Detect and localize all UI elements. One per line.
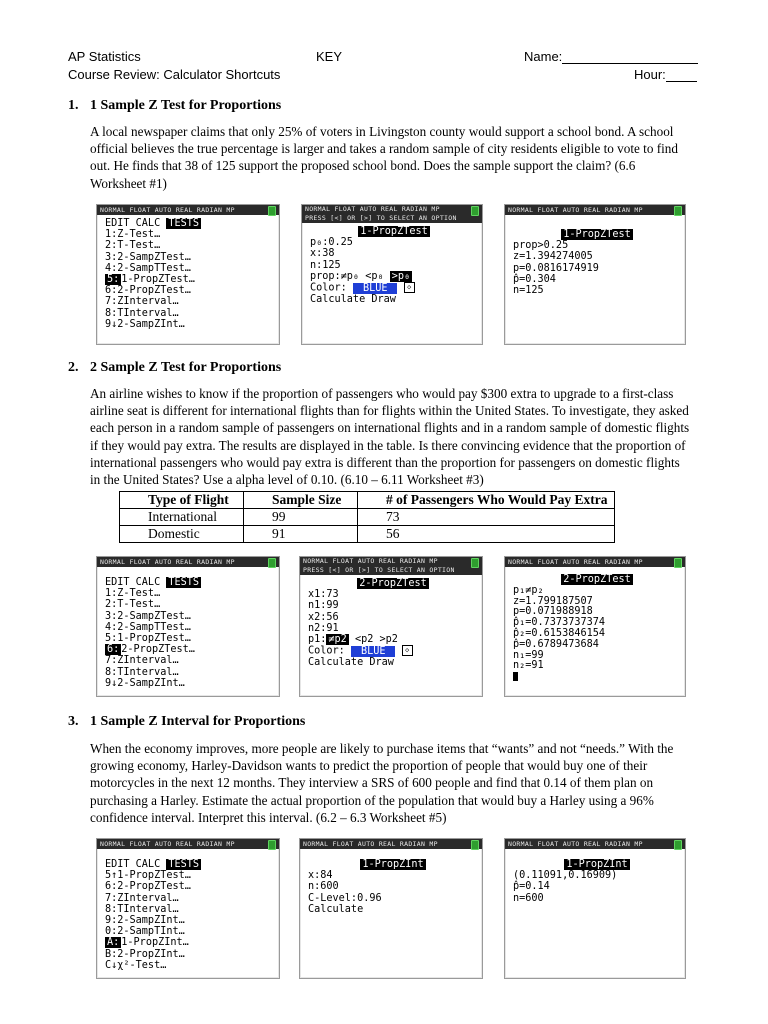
section-1-title (68, 98, 281, 114)
section-1-paragraph: A local newspaper claims that only 25% of voters in Livingston county would support a school bond. A school official believes the true percentage is larger and takes a random sample of city residents eligible to vote to find out. He finds that 38 of 125 support the proposed school bond. Does the sample support the claim? (6.6 Worksheet #1) (90, 124, 678, 191)
table-cell: International (120, 509, 244, 526)
section-3-heading: 1 Sample Z Interval for Proportions (90, 714, 306, 729)
calc-input-screen: 1-PropZTest p₀:0.25 x:38 n:125 prop:≠p₀ <p₀ >p₀ Color: BLUE ◇ Calculate Draw (310, 226, 428, 305)
battery-icon (674, 558, 682, 568)
calc-result-screen: 2-PropZTest p₁≠p₂ z=1.799187507 p=0.071988918 p̂₁=0.7373737374 p̂₂=0.6153846154 p̂=0.6789473684 n₁=99 n₂=91 (505, 567, 685, 683)
section-3-number: 3. (68, 714, 79, 729)
battery-icon (268, 558, 276, 568)
table-cell: 73 (358, 509, 615, 526)
hour-label: Hour: (634, 67, 666, 82)
calc-screen-1a (96, 204, 280, 345)
menu-selected-item: A: 1-PropZInt… (107, 937, 189, 949)
menu-header: EDIT CALC TESTS (105, 859, 200, 870)
battery-icon (471, 840, 479, 850)
menu-header: EDIT CALC TESTS (105, 577, 200, 588)
calc-screen-2a (96, 556, 280, 697)
text-cursor (513, 672, 518, 681)
calc-menu: EDIT CALC TESTS 5↑1-PropZTest… 6:2-PropZTest… 7:ZInterval… 8:TInterval… 9:2-SampZInt… 0:2-SampTInt… A: 1-PropZInt… B:2-PropZInt… C↓χ²-Test… (97, 849, 279, 971)
section-1-number: 1. (68, 98, 79, 113)
calc-status-bar: NORMAL FLOAT AUTO REAL RADIAN MP (97, 557, 279, 567)
calc-status-bar: NORMAL FLOAT AUTO REAL RADIAN MP PRESS [<] OR [>] TO SELECT AN OPTION (302, 205, 482, 223)
calc-status-bar: NORMAL FLOAT AUTO REAL RADIAN MP (505, 557, 685, 567)
section-2-title (68, 360, 281, 376)
hour-blank (666, 67, 697, 82)
calc-input-screen: 1-PropZInt x:84 n:600 C-Level:0.96 Calculate (308, 859, 424, 915)
course-title: AP Statistics (68, 49, 141, 64)
arrow-toggle-icon: ◇ (402, 645, 413, 656)
name-blank (562, 49, 698, 64)
key-label: KEY (316, 49, 343, 64)
table-header-row (120, 492, 615, 509)
table-row (120, 509, 615, 526)
section-2-paragraph: An airline wishes to know if the proportion of passengers who would pay $300 extra to upgrade to a first-class airline seat is different for international flights than for flights within the United States. To investigate, they asked each person in a random sample of passengers on international flights and in a random sample of domestic flights if they would pay extra. The results are displayed in the table. Is there convincing evidence that the proportion of international passengers who would pay extra is different than the proportion for passengers on domestic flights in the United States? Use a alpha level of 0.10. (6.10 – 6.11 Worksheet #3) (90, 386, 690, 488)
name-label: Name: (524, 49, 563, 64)
calc-screen-2c (504, 556, 686, 697)
calc-screen-1b (301, 204, 483, 345)
calc-screen-3c (504, 838, 686, 979)
calc-status-bar: NORMAL FLOAT AUTO REAL RADIAN MP (300, 839, 482, 849)
battery-icon (471, 206, 479, 216)
table-header: Type of Flight (120, 492, 244, 509)
battery-icon (674, 840, 682, 850)
table-cell: 56 (358, 526, 615, 543)
calc-result-screen: 1-PropZTest prop>0.25 z=1.394274005 p=0.0816174919 p̂=0.304 n=125 (513, 229, 631, 297)
section-2-number: 2. (68, 360, 79, 375)
name-field (524, 49, 698, 64)
calc-status-bar: NORMAL FLOAT AUTO REAL RADIAN MP (97, 839, 279, 849)
section-1-heading: 1 Sample Z Test for Proportions (90, 98, 282, 113)
battery-icon (268, 206, 276, 216)
calc-menu: EDIT CALC TESTS 1:Z-Test… 2:T-Test… 3:2-SampZTest… 4:2-SampTTest… 5: 1-PropZTest… 6:2-PropZTest… 7:ZInterval… 8:TInterval… 9↓2-SampZInt… (97, 215, 279, 330)
section-3-title (68, 714, 305, 730)
calc-screen-3b (299, 838, 483, 979)
menu-header: EDIT CALC TESTS (105, 218, 200, 229)
calc-screen-3a (96, 838, 280, 979)
calc-screen-1c (504, 204, 686, 345)
table-cell: 99 (244, 509, 358, 526)
table-header: # of Passengers Who Would Pay Extra (358, 492, 615, 509)
calc-status-bar: NORMAL FLOAT AUTO REAL RADIAN MP PRESS [<] OR [>] TO SELECT AN OPTION (300, 557, 482, 575)
table-row (120, 526, 615, 543)
calc-status-bar: NORMAL FLOAT AUTO REAL RADIAN MP (505, 839, 685, 849)
menu-selected-item: 5: 1-PropZTest… (107, 274, 195, 286)
hour-field (634, 67, 697, 82)
battery-icon (674, 206, 682, 216)
table-header: Sample Size (244, 492, 358, 509)
flight-table (119, 491, 615, 543)
menu-selected-item: 6: 2-PropZTest… (107, 644, 195, 656)
calc-status-bar: NORMAL FLOAT AUTO REAL RADIAN MP (97, 205, 279, 215)
calc-input-screen: 2-PropZTest x1:73 n1:99 x2:56 n2:91 p1: ≠p2 <p2 >p2 Color: BLUE ◇ Calculate Draw (308, 578, 427, 668)
course-subtitle: Course Review: Calculator Shortcuts (68, 67, 281, 82)
table-cell: 91 (244, 526, 358, 543)
section-3-paragraph: When the economy improves, more people are likely to purchase items that “wants” and not “needs.” With the growing economy, Harley-Davidson wants to predict the proportion of people that would buy one of their motorcycles in the next 12 months. They interview a SRS of 600 people and find that 0.14 of them plan on purchasing a Harley. Estimate the actual proportion of the population that would buy a Harley using a 96% confidence interval. Interpret this interval. (6.2 – 6.3 Worksheet #5) (90, 741, 674, 825)
section-2-heading: 2 Sample Z Test for Proportions (90, 360, 282, 375)
calc-screen-2b (299, 556, 483, 697)
table-cell: Domestic (120, 526, 244, 543)
battery-icon (268, 840, 276, 850)
calc-result-screen: 1-PropZInt (0.11091,0.16909) p̂=0.14 n=600 (513, 859, 628, 904)
calc-status-bar: NORMAL FLOAT AUTO REAL RADIAN MP (505, 205, 685, 215)
arrow-toggle-icon: ◇ (404, 282, 415, 293)
calc-menu: EDIT CALC TESTS 1:Z-Test… 2:T-Test… 3:2-SampZTest… 4:2-SampTTest… 5:1-PropZTest… 6: 2-PropZTest… 7:ZInterval… 8:TInterval… 9↓2-SampZInt… (97, 567, 279, 689)
battery-icon (471, 558, 479, 568)
